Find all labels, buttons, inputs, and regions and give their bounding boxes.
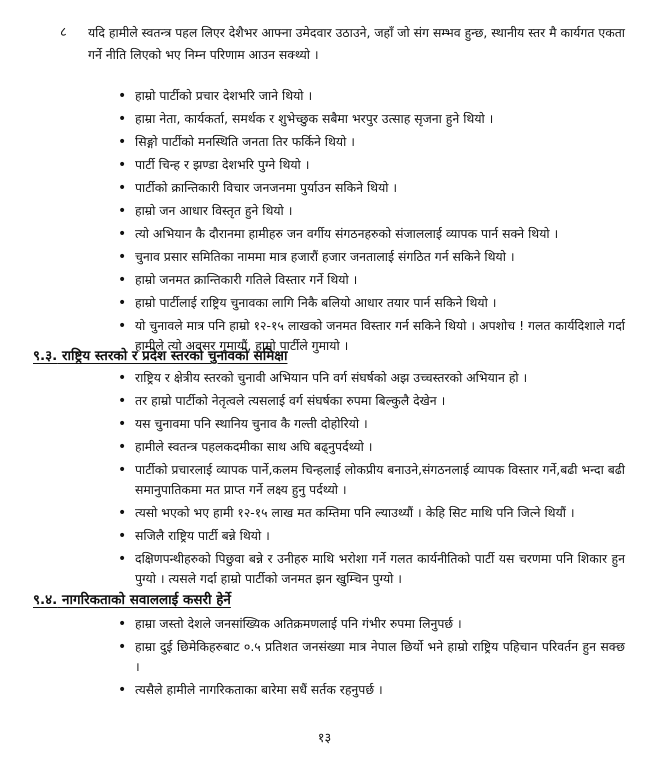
list-item: • राष्ट्रिय र क्षेत्रीय स्तरको चुनावी अभियान पनि वर्ग संघर्षको अझ उच्चस्तरको अभियान हो । — [115, 368, 625, 388]
section-heading-text: ९.४. नागरिकताको सवाललाई कसरी हेर्ने — [33, 592, 231, 608]
results-bullet-list — [115, 86, 625, 359]
list-item: • हाम्रो जन आधार विस्तृत हुने थियो । — [115, 201, 625, 221]
section-heading-9-4 — [33, 590, 231, 608]
list-item: • हाम्रो पार्टीलाई राष्ट्रिय चुनावका लागि निकै बलियो आधार तयार पार्न सकिने थियो । — [115, 293, 625, 313]
list-item: • त्यसैले हामीले नागरिकताका बारेमा सधैं सर्तक रहनुपर्छ । — [115, 680, 625, 700]
list-item: • सजिलै राष्ट्रिय पार्टी बन्ने थियो । — [115, 526, 625, 546]
list-item: • सिङ्गो पार्टीको मनस्थिति जनता तिर फर्किने थियो । — [115, 132, 625, 152]
list-item: • हाम्रा जस्तो देशले जनसांख्यिक अतिक्रमणलाई पनि गंभीर रुपमा लिनुपर्छ । — [115, 614, 625, 634]
intro-paragraph-block — [60, 22, 625, 66]
list-item: • पार्टीको प्रचारलाई व्यापक पार्ने,कलम चिन्हलाई लोकप्रीय बनाउने,संगठनलाई व्यापक विस्तार गर्ने,बढी भन्दा बढी समानुपातिकमा मत प्राप्त गर्ने लक्ष्य हुनु पर्दथ्यो । — [115, 460, 625, 500]
list-item: • पार्टी चिन्ह र झण्डा देशभरि पुग्ने थियो । — [115, 155, 625, 175]
list-item: • यो चुनावले मात्र पनि हाम्रो १२-१५ लाखको जनमत विस्तार गर्न सकिने थियो । अपशोच ! गलत कार्यदिशाले गर्दा हामीले त्यो अवसर गुमायौं, हाम्रो पार्टीले गुमायो । — [115, 316, 625, 356]
intro-paragraph: यदि हामीले स्वतन्त्र पहल लिएर देशैभर आफ्ना उमेदवार उठाउने, जहाँ जो संग सम्भव हुन्छ, स्थानीय स्तर मै कार्यगत एकता गर्ने नीति लिएको भए निम्न परिणाम आउन सक्थ्यो । — [88, 25, 625, 62]
review-bullet-list — [115, 368, 625, 592]
list-item: • तर हाम्रो पार्टीको नेतृत्वले त्यसलाई वर्ग संघर्षका रुपमा बिल्कुलै देखेन । — [115, 391, 625, 411]
section-heading-9-3 — [33, 346, 287, 364]
list-item: • हाम्रो जनमत क्रान्तिकारी गतिले विस्तार गर्ने थियो । — [115, 270, 625, 290]
paragraph-number: ८ — [60, 25, 67, 40]
list-item: • त्यो अभियान कै दौरानमा हामीहरु जन वर्गीय संगठनहरुको संजाललाई व्यापक पार्न सक्ने थियो । — [115, 224, 625, 244]
page-number: १३ — [317, 731, 332, 746]
list-item: • यस चुनावमा पनि स्थानिय चुनाव कै गल्ती दोहोरियो । — [115, 414, 625, 434]
list-item: • हाम्रा दुई छिमेकिहरुबाट ०.५ प्रतिशत जनसंख्या मात्र नेपाल छिर्यो भने हाम्रो राष्ट्रिय पहिचान परिवर्तन हुन सक्छ । — [115, 637, 625, 677]
list-item: • हाम्रो पार्टीको प्रचार देशभरि जाने थियो । — [115, 86, 625, 106]
list-item: • हामीले स्वतन्त्र पहलकदमीका साथ अघि बढ्नुपर्दथ्यो । — [115, 437, 625, 457]
citizenship-bullet-list — [115, 614, 625, 703]
section-heading-text: ९.३. राष्ट्रिय स्तरको र प्रदेश स्तरको चुनावको समिक्षा — [33, 348, 288, 364]
list-item: • त्यसो भएको भए हामी १२-१५ लाख मत कम्तिमा पनि ल्याउथ्यौं । केहि सिट माथि पनि जित्ने थियौं । — [115, 503, 625, 523]
list-item: • हाम्रा नेता, कार्यकर्ता, समर्थक र शुभेच्छुक सबैमा भरपुर उत्साह सृजना हुने थियो । — [115, 109, 625, 129]
list-item: • दक्षिणपन्थीहरुको पिछुवा बन्ने र उनीहरु माथि भरोशा गर्ने गलत कार्यनीतिको पार्टी यस चरणमा पनि शिकार हुन पुग्यो । त्यसले गर्दा हाम्रो पार्टीको जनमत झन खुम्चिन पुग्यो । — [115, 549, 625, 589]
list-item: • पार्टीको क्रान्तिकारी विचार जनजनमा पुर्याउन सकिने थियो । — [115, 178, 625, 198]
list-item: • चुनाव प्रसार समितिका नाममा मात्र हजारौं हजार जनतालाई संगठित गर्न सकिने थियो । — [115, 247, 625, 267]
